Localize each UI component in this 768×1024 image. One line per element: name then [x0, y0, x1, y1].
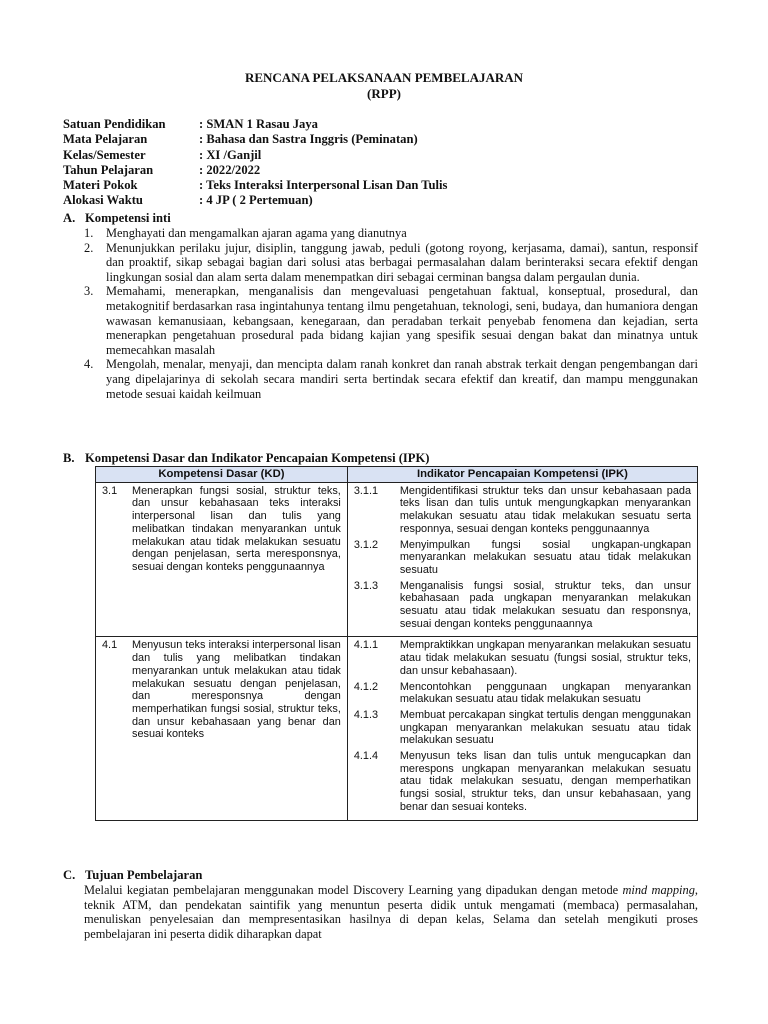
ipk-item [354, 485, 691, 536]
meta-value: : SMAN 1 Rasau Jaya [199, 117, 318, 131]
list-number: 4. [84, 357, 94, 372]
list-item [84, 284, 698, 357]
meta-row [63, 193, 703, 208]
meta-label: Alokasi Waktu [63, 193, 143, 208]
kd-cell [96, 637, 348, 820]
table-row [96, 637, 698, 820]
ipk-text: Mengidentifikasi struktur teks dan unsur kebahasaan pada teks lisan dan tulis untuk mengungkapkan menyarankan melakukan sesuatu atau tidak melakukan sesuatu serta responnya, sesuai dengan konteks penggunaannya [399, 484, 691, 535]
meta-label: Materi Pokok [63, 178, 138, 193]
ipk-number: 4.1.1 [353, 639, 379, 652]
section-a-heading [63, 211, 171, 226]
list-text: Mengolah, menalar, menyaji, dan mencipta dalam ranah konkret dan ranah abstrak terkait dengan pengembangan dari yang dipelajarinya di sekolah secara mandiri serta bertindak secara efektif dan kreatif, dan mampu menggunakan metode sesuai kaidah keilmuan [106, 357, 698, 401]
meta-row [63, 148, 703, 163]
meta-row [63, 178, 703, 193]
meta-value: : 4 JP ( 2 Pertemuan) [199, 193, 313, 208]
ipk-text: Menganalisis fungsi sosial, struktur teks, dan unsur kebahasaan pada ungkapan menyarankan melakukan sesuatu atau tidak melakukan sesuatu dan responsnya, sesuai dengan konteks penggunaannya [399, 579, 691, 630]
ipk-number: 3.1.3 [353, 579, 379, 592]
section-letter: B. [63, 451, 75, 465]
ipk-cell [347, 637, 697, 820]
meta-value: : Bahasa dan Sastra Inggris (Peminatan) [199, 132, 418, 147]
meta-label: Kelas/Semester [63, 147, 146, 162]
ipk-number: 3.1.1 [353, 484, 379, 497]
meta-row [63, 117, 703, 132]
list-item [84, 241, 698, 285]
paragraph-text: , teknik ATM, dan pendekatan saintifik yang menuntun peserta didik untuk mengamati (membaca) permasalahan, menuliskan penyelesaian dan mempresentasikan hasilnya di depan kelas, Selama dan setelah mengikuti proses pembelajaran ini peserta didik diharapkan dapat [84, 883, 698, 941]
list-text: Memahami, menerapkan, menganalisis dan mengevaluasi pengetahuan faktual, konseptual, prosedural, dan metakognitif berdasarkan rasa ingintahunya tentang ilmu pengetahuan, teknologi, seni, budaya, dan humaniora dengan wawasan kemanusiaan, kebangsaan, kenegaraan, dan peradaban terkait penyebab fenomena dan kejadian, serta menerapkan pengetahuan prosedural pada bidang kajian yang spesifik sesuai dengan bakat dan minatnya untuk memecahkan masalah [106, 284, 698, 357]
document-subtitle: (RPP) [367, 86, 401, 101]
section-b-heading [63, 451, 430, 466]
ipk-number: 3.1.2 [353, 538, 379, 551]
identity-block [63, 117, 703, 209]
column-header-ipk: Indikator Pencapaian Kompetensi (IPK) [347, 467, 697, 483]
table-header-row [96, 467, 698, 483]
list-item [84, 357, 698, 401]
kd-ipk-table [95, 466, 698, 821]
ipk-text: Menyimpulkan fungsi sosial ungkapan-ungkapan menyarankan melakukan sesuatu atau tidak melakukan sesuatu [399, 538, 691, 576]
meta-row [63, 132, 703, 147]
ipk-number: 4.1.3 [353, 708, 379, 721]
section-c-heading [63, 868, 202, 883]
ipk-number: 4.1.2 [353, 680, 379, 693]
meta-value: : XI /Ganjil [199, 147, 262, 162]
meta-label: Tahun Pelajaran [63, 162, 154, 177]
list-item [84, 226, 698, 241]
ipk-cell [347, 482, 697, 637]
ipk-item [354, 539, 691, 577]
kd-number: 3.1 [102, 484, 118, 497]
ipk-item [354, 580, 691, 631]
section-title: Kompetensi Dasar dan Indikator Pencapaian Kompetensi (IPK) [85, 451, 430, 465]
section-title: Kompetensi inti [85, 211, 171, 225]
ipk-text: Menyusun teks lisan dan tulis untuk mengucapkan dan merespons ungkapan menyarankan melakukan sesuatu atau tidak melakukan sesuatu, dengan memperhatikan fungsi sosial, struktur teks, dan unsur kebahasaan, yang benar dan sesuai konteks. [399, 750, 691, 813]
table-row [96, 482, 698, 637]
meta-row [63, 163, 703, 178]
kd-text: Menyusun teks interaksi interpersonal lisan dan tulis yang melibatkan tindakan menyarankan untuk melakukan atau tidak melakukan sesuatu dengan penjelasan, dan meresponsnya dengan memperhatikan fungsi sosial, struktur teks, dan unsur kebahasaan yang benar dan sesuai konteks [132, 639, 341, 741]
ipk-item [354, 709, 691, 747]
ipk-number: 4.1.4 [353, 750, 379, 763]
ipk-item [354, 639, 691, 677]
ipk-text: Membuat percakapan singkat tertulis dengan menggunakan ungkapan menyarankan melakukan sesuatu atau tidak melakukan sesuatu [399, 708, 691, 747]
ipk-text: Mempraktikkan ungkapan menyarankan melakukan sesuatu atau tidak melakukan sesuatu (fungsi sosial, struktur teks, dan unsur kebahasaan). [399, 639, 691, 677]
list-number: 3. [84, 284, 94, 299]
tujuan-paragraph [84, 883, 698, 941]
list-text: Menghayati dan mengamalkan ajaran agama yang dianutnya [106, 226, 407, 240]
kompetensi-inti-list [84, 226, 698, 401]
meta-value: : Teks Interaksi Interpersonal Lisan Dan Tulis [199, 178, 448, 193]
section-letter: C. [63, 868, 76, 882]
ipk-text: Mencontohkan penggunaan ungkapan menyarankan melakukan sesuatu atau tidak melakukan sesuatu [399, 680, 691, 706]
section-title: Tujuan Pembelajaran [85, 868, 203, 882]
column-header-kd: Kompetensi Dasar (KD) [96, 467, 348, 483]
meta-label: Satuan Pendidikan [63, 117, 166, 131]
emphasis-text: mind mapping [622, 883, 695, 897]
document-title: RENCANA PELAKSANAAN PEMBELAJARAN [244, 70, 524, 85]
kd-number: 4.1 [102, 639, 118, 652]
paragraph-text: Melalui kegiatan pembelajaran menggunakan model Discovery Learning yang dipadukan dengan metode [84, 883, 619, 897]
list-number: 1. [84, 226, 94, 240]
section-letter: A. [63, 211, 76, 225]
list-text: Menunjukkan perilaku jujur, disiplin, tanggung jawab, peduli (gotong royong, kerjasama, damai), santun, responsif dan proaktif, sikap sebagai bagian dari solusi atas berbagai permasalahan dalam berinteraksi secara efektif dengan lingkungan sosial dan alam serta dalam menempatkan diri sebagai cerminan bangsa dalam pergaulan dunia. [106, 240, 698, 284]
ipk-item [354, 750, 691, 814]
meta-value: : 2022/2022 [199, 162, 261, 177]
ipk-item [354, 681, 691, 706]
meta-label: Mata Pelajaran [63, 132, 148, 147]
list-number: 2. [84, 240, 94, 255]
kd-text: Menerapkan fungsi sosial, struktur teks, dan unsur kebahasaan teks interaksi interpersonal lisan dan tulis yang melibatkan tindakan menyarankan untuk melakukan atau tidak melakukan sesuatu dengan penjelasan, serta meresponsnya, sesuai dengan konteks penggunaannya [132, 484, 341, 573]
kd-cell [96, 482, 348, 637]
